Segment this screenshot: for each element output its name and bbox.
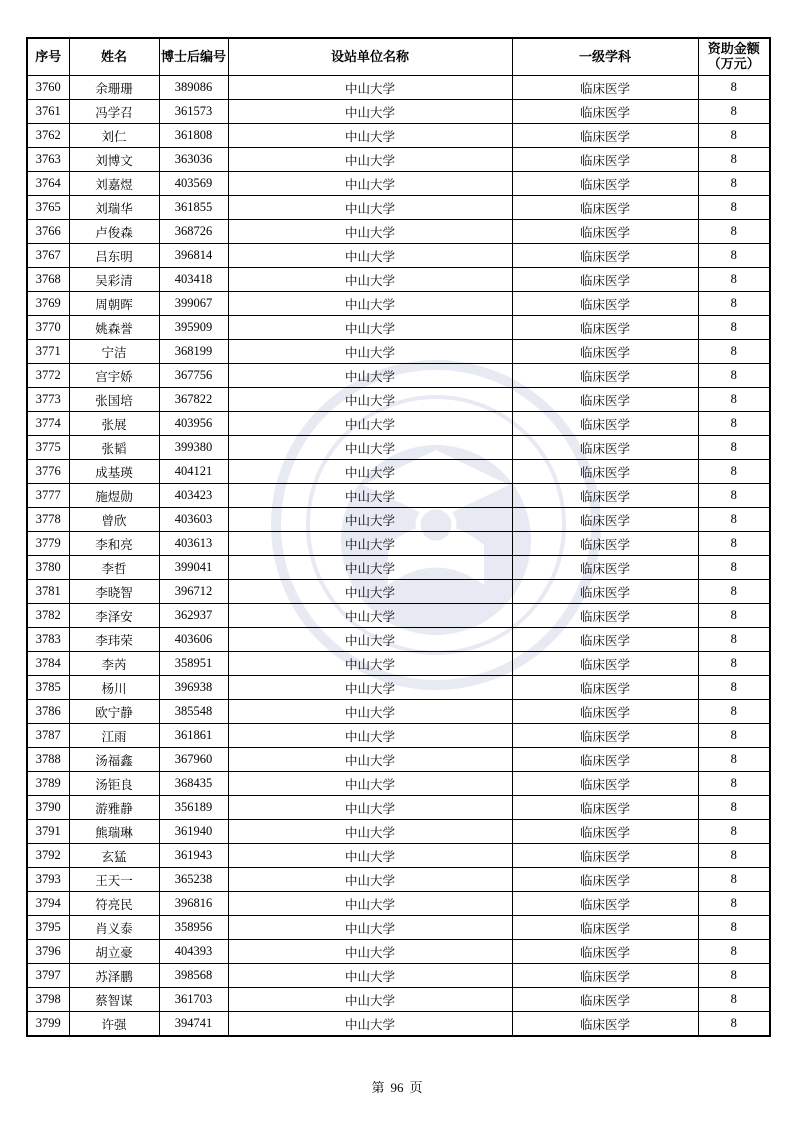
table-row xyxy=(27,748,770,772)
cell-institution: 中山大学 xyxy=(228,940,512,964)
cell-discipline: 临床医学 xyxy=(512,124,698,148)
table-row xyxy=(27,892,770,916)
cell-discipline: 临床医学 xyxy=(512,340,698,364)
header-serial: 序号 xyxy=(27,38,69,76)
cell-postdoc-id: 396814 xyxy=(159,244,228,268)
table-row xyxy=(27,772,770,796)
cell-institution: 中山大学 xyxy=(228,484,512,508)
cell-institution: 中山大学 xyxy=(228,124,512,148)
cell-serial: 3785 xyxy=(27,676,69,700)
cell-postdoc-id: 385548 xyxy=(159,700,228,724)
cell-institution: 中山大学 xyxy=(228,1012,512,1037)
cell-serial: 3787 xyxy=(27,724,69,748)
cell-name: 李玮荣 xyxy=(69,628,159,652)
cell-name: 余珊珊 xyxy=(69,76,159,100)
cell-discipline: 临床医学 xyxy=(512,388,698,412)
cell-postdoc-id: 404393 xyxy=(159,940,228,964)
cell-discipline: 临床医学 xyxy=(512,196,698,220)
cell-amount: 8 xyxy=(698,460,770,484)
cell-serial: 3775 xyxy=(27,436,69,460)
cell-discipline: 临床医学 xyxy=(512,292,698,316)
cell-postdoc-id: 399067 xyxy=(159,292,228,316)
cell-amount: 8 xyxy=(698,124,770,148)
cell-institution: 中山大学 xyxy=(228,148,512,172)
cell-serial: 3788 xyxy=(27,748,69,772)
cell-discipline: 临床医学 xyxy=(512,796,698,820)
cell-discipline: 临床医学 xyxy=(512,436,698,460)
table-row xyxy=(27,916,770,940)
cell-name: 王天一 xyxy=(69,868,159,892)
cell-serial: 3772 xyxy=(27,364,69,388)
table-row xyxy=(27,1012,770,1037)
cell-amount: 8 xyxy=(698,340,770,364)
cell-serial: 3780 xyxy=(27,556,69,580)
table-row xyxy=(27,268,770,292)
cell-discipline: 临床医学 xyxy=(512,940,698,964)
table-row xyxy=(27,868,770,892)
cell-serial: 3789 xyxy=(27,772,69,796)
cell-name: 成基瑛 xyxy=(69,460,159,484)
cell-institution: 中山大学 xyxy=(228,820,512,844)
cell-postdoc-id: 361573 xyxy=(159,100,228,124)
table-row xyxy=(27,388,770,412)
cell-amount: 8 xyxy=(698,748,770,772)
footer-suffix: 页 xyxy=(409,1081,423,1096)
table-row xyxy=(27,700,770,724)
cell-postdoc-id: 368435 xyxy=(159,772,228,796)
cell-discipline: 临床医学 xyxy=(512,412,698,436)
table-row xyxy=(27,316,770,340)
cell-discipline: 临床医学 xyxy=(512,820,698,844)
cell-amount: 8 xyxy=(698,172,770,196)
table-row xyxy=(27,292,770,316)
cell-serial: 3761 xyxy=(27,100,69,124)
cell-postdoc-id: 361861 xyxy=(159,724,228,748)
cell-amount: 8 xyxy=(698,772,770,796)
cell-name: 刘博文 xyxy=(69,148,159,172)
cell-serial: 3769 xyxy=(27,292,69,316)
table-row xyxy=(27,100,770,124)
table-row xyxy=(27,652,770,676)
cell-serial: 3781 xyxy=(27,580,69,604)
cell-name: 卢俊森 xyxy=(69,220,159,244)
table-row xyxy=(27,436,770,460)
cell-name: 江雨 xyxy=(69,724,159,748)
header-name: 姓名 xyxy=(69,38,159,76)
cell-amount: 8 xyxy=(698,412,770,436)
cell-postdoc-id: 403956 xyxy=(159,412,228,436)
cell-amount: 8 xyxy=(698,964,770,988)
cell-name: 李晓智 xyxy=(69,580,159,604)
table-row xyxy=(27,460,770,484)
cell-serial: 3795 xyxy=(27,916,69,940)
cell-name: 熊瑞琳 xyxy=(69,820,159,844)
cell-amount: 8 xyxy=(698,628,770,652)
table-row xyxy=(27,964,770,988)
cell-institution: 中山大学 xyxy=(228,868,512,892)
cell-serial: 3774 xyxy=(27,412,69,436)
table-row xyxy=(27,820,770,844)
cell-amount: 8 xyxy=(698,652,770,676)
table-row xyxy=(27,148,770,172)
cell-name: 许强 xyxy=(69,1012,159,1037)
cell-postdoc-id: 363036 xyxy=(159,148,228,172)
cell-name: 周朝晖 xyxy=(69,292,159,316)
cell-amount: 8 xyxy=(698,700,770,724)
cell-amount: 8 xyxy=(698,868,770,892)
cell-name: 李哲 xyxy=(69,556,159,580)
table-row xyxy=(27,220,770,244)
table-row xyxy=(27,532,770,556)
cell-name: 宁洁 xyxy=(69,340,159,364)
table-row xyxy=(27,844,770,868)
cell-postdoc-id: 356189 xyxy=(159,796,228,820)
cell-amount: 8 xyxy=(698,436,770,460)
cell-serial: 3767 xyxy=(27,244,69,268)
cell-institution: 中山大学 xyxy=(228,676,512,700)
cell-institution: 中山大学 xyxy=(228,796,512,820)
cell-amount: 8 xyxy=(698,556,770,580)
cell-serial: 3794 xyxy=(27,892,69,916)
cell-serial: 3783 xyxy=(27,628,69,652)
cell-serial: 3798 xyxy=(27,988,69,1012)
cell-institution: 中山大学 xyxy=(228,340,512,364)
cell-name: 刘仁 xyxy=(69,124,159,148)
cell-serial: 3790 xyxy=(27,796,69,820)
page-footer xyxy=(0,1077,794,1096)
cell-postdoc-id: 396712 xyxy=(159,580,228,604)
cell-name: 姚森誉 xyxy=(69,316,159,340)
cell-institution: 中山大学 xyxy=(228,316,512,340)
funding-roster-table xyxy=(26,37,771,1037)
cell-discipline: 临床医学 xyxy=(512,316,698,340)
cell-postdoc-id: 362937 xyxy=(159,604,228,628)
table-row xyxy=(27,244,770,268)
cell-postdoc-id: 361940 xyxy=(159,820,228,844)
cell-postdoc-id: 399380 xyxy=(159,436,228,460)
cell-institution: 中山大学 xyxy=(228,196,512,220)
cell-serial: 3778 xyxy=(27,508,69,532)
header-institution: 设站单位名称 xyxy=(228,38,512,76)
cell-discipline: 临床医学 xyxy=(512,964,698,988)
cell-institution: 中山大学 xyxy=(228,412,512,436)
table-header-row xyxy=(27,38,770,76)
cell-institution: 中山大学 xyxy=(228,892,512,916)
cell-name: 苏泽鹏 xyxy=(69,964,159,988)
table-row xyxy=(27,796,770,820)
cell-postdoc-id: 365238 xyxy=(159,868,228,892)
cell-serial: 3771 xyxy=(27,340,69,364)
table-row xyxy=(27,172,770,196)
cell-amount: 8 xyxy=(698,196,770,220)
cell-serial: 3766 xyxy=(27,220,69,244)
cell-amount: 8 xyxy=(698,388,770,412)
cell-institution: 中山大学 xyxy=(228,388,512,412)
cell-postdoc-id: 399041 xyxy=(159,556,228,580)
cell-amount: 8 xyxy=(698,364,770,388)
cell-amount: 8 xyxy=(698,100,770,124)
cell-postdoc-id: 368726 xyxy=(159,220,228,244)
cell-discipline: 临床医学 xyxy=(512,580,698,604)
table-row xyxy=(27,988,770,1012)
cell-postdoc-id: 404121 xyxy=(159,460,228,484)
cell-postdoc-id: 361703 xyxy=(159,988,228,1012)
cell-name: 汤福鑫 xyxy=(69,748,159,772)
cell-institution: 中山大学 xyxy=(228,436,512,460)
cell-institution: 中山大学 xyxy=(228,988,512,1012)
table-row xyxy=(27,940,770,964)
cell-amount: 8 xyxy=(698,988,770,1012)
cell-amount: 8 xyxy=(698,892,770,916)
cell-amount: 8 xyxy=(698,844,770,868)
cell-discipline: 临床医学 xyxy=(512,508,698,532)
cell-amount: 8 xyxy=(698,316,770,340)
cell-postdoc-id: 398568 xyxy=(159,964,228,988)
cell-institution: 中山大学 xyxy=(228,724,512,748)
cell-postdoc-id: 367960 xyxy=(159,748,228,772)
table-row xyxy=(27,196,770,220)
cell-name: 汤钜良 xyxy=(69,772,159,796)
cell-amount: 8 xyxy=(698,604,770,628)
cell-discipline: 临床医学 xyxy=(512,892,698,916)
cell-amount: 8 xyxy=(698,220,770,244)
cell-institution: 中山大学 xyxy=(228,964,512,988)
cell-amount: 8 xyxy=(698,940,770,964)
cell-institution: 中山大学 xyxy=(228,772,512,796)
cell-amount: 8 xyxy=(698,268,770,292)
cell-discipline: 临床医学 xyxy=(512,1012,698,1037)
cell-serial: 3799 xyxy=(27,1012,69,1037)
page-number: 96 xyxy=(390,1080,404,1095)
cell-serial: 3762 xyxy=(27,124,69,148)
cell-postdoc-id: 403418 xyxy=(159,268,228,292)
cell-postdoc-id: 395909 xyxy=(159,316,228,340)
cell-postdoc-id: 403603 xyxy=(159,508,228,532)
cell-amount: 8 xyxy=(698,916,770,940)
cell-institution: 中山大学 xyxy=(228,508,512,532)
cell-postdoc-id: 358956 xyxy=(159,916,228,940)
table-body xyxy=(27,76,770,1037)
cell-serial: 3786 xyxy=(27,700,69,724)
cell-discipline: 临床医学 xyxy=(512,700,698,724)
header-funding-amount: 资助金额（万元） xyxy=(698,38,770,76)
cell-postdoc-id: 403423 xyxy=(159,484,228,508)
cell-postdoc-id: 361808 xyxy=(159,124,228,148)
table-row xyxy=(27,484,770,508)
cell-name: 张韬 xyxy=(69,436,159,460)
cell-discipline: 临床医学 xyxy=(512,460,698,484)
cell-amount: 8 xyxy=(698,244,770,268)
cell-name: 刘瑞华 xyxy=(69,196,159,220)
cell-name: 李芮 xyxy=(69,652,159,676)
cell-postdoc-id: 403613 xyxy=(159,532,228,556)
cell-postdoc-id: 361855 xyxy=(159,196,228,220)
cell-name: 符亮民 xyxy=(69,892,159,916)
cell-institution: 中山大学 xyxy=(228,844,512,868)
cell-institution: 中山大学 xyxy=(228,292,512,316)
cell-institution: 中山大学 xyxy=(228,652,512,676)
cell-discipline: 临床医学 xyxy=(512,484,698,508)
cell-postdoc-id: 394741 xyxy=(159,1012,228,1037)
cell-discipline: 临床医学 xyxy=(512,364,698,388)
cell-discipline: 临床医学 xyxy=(512,148,698,172)
cell-postdoc-id: 403569 xyxy=(159,172,228,196)
cell-serial: 3764 xyxy=(27,172,69,196)
cell-serial: 3765 xyxy=(27,196,69,220)
table-row xyxy=(27,508,770,532)
cell-serial: 3782 xyxy=(27,604,69,628)
cell-postdoc-id: 358951 xyxy=(159,652,228,676)
cell-postdoc-id: 396938 xyxy=(159,676,228,700)
cell-institution: 中山大学 xyxy=(228,556,512,580)
cell-discipline: 临床医学 xyxy=(512,172,698,196)
cell-name: 张国培 xyxy=(69,388,159,412)
cell-name: 蔡智谋 xyxy=(69,988,159,1012)
cell-serial: 3768 xyxy=(27,268,69,292)
cell-postdoc-id: 361943 xyxy=(159,844,228,868)
cell-postdoc-id: 396816 xyxy=(159,892,228,916)
table-row xyxy=(27,724,770,748)
cell-name: 刘嘉煜 xyxy=(69,172,159,196)
cell-discipline: 临床医学 xyxy=(512,844,698,868)
cell-discipline: 临床医学 xyxy=(512,556,698,580)
cell-serial: 3773 xyxy=(27,388,69,412)
cell-name: 欧宁静 xyxy=(69,700,159,724)
cell-amount: 8 xyxy=(698,508,770,532)
cell-serial: 3784 xyxy=(27,652,69,676)
table-row xyxy=(27,364,770,388)
cell-serial: 3763 xyxy=(27,148,69,172)
table-row xyxy=(27,676,770,700)
table-row xyxy=(27,580,770,604)
cell-name: 玄猛 xyxy=(69,844,159,868)
cell-amount: 8 xyxy=(698,1012,770,1037)
cell-institution: 中山大学 xyxy=(228,100,512,124)
cell-institution: 中山大学 xyxy=(228,532,512,556)
cell-institution: 中山大学 xyxy=(228,604,512,628)
cell-discipline: 临床医学 xyxy=(512,604,698,628)
cell-serial: 3791 xyxy=(27,820,69,844)
footer-prefix: 第 xyxy=(371,1081,385,1096)
cell-serial: 3776 xyxy=(27,460,69,484)
cell-name: 吴彩清 xyxy=(69,268,159,292)
table-row xyxy=(27,124,770,148)
cell-discipline: 临床医学 xyxy=(512,244,698,268)
cell-amount: 8 xyxy=(698,796,770,820)
cell-amount: 8 xyxy=(698,820,770,844)
cell-institution: 中山大学 xyxy=(228,580,512,604)
cell-serial: 3777 xyxy=(27,484,69,508)
cell-postdoc-id: 389086 xyxy=(159,76,228,100)
cell-serial: 3760 xyxy=(27,76,69,100)
table-row xyxy=(27,412,770,436)
cell-institution: 中山大学 xyxy=(228,748,512,772)
cell-name: 张展 xyxy=(69,412,159,436)
cell-name: 李泽安 xyxy=(69,604,159,628)
cell-discipline: 临床医学 xyxy=(512,532,698,556)
cell-name: 冯学召 xyxy=(69,100,159,124)
cell-serial: 3779 xyxy=(27,532,69,556)
cell-discipline: 临床医学 xyxy=(512,724,698,748)
cell-amount: 8 xyxy=(698,76,770,100)
cell-name: 李和亮 xyxy=(69,532,159,556)
cell-discipline: 临床医学 xyxy=(512,748,698,772)
cell-postdoc-id: 367822 xyxy=(159,388,228,412)
cell-amount: 8 xyxy=(698,148,770,172)
cell-name: 施煜勋 xyxy=(69,484,159,508)
cell-postdoc-id: 367756 xyxy=(159,364,228,388)
cell-name: 吕东明 xyxy=(69,244,159,268)
cell-amount: 8 xyxy=(698,292,770,316)
cell-discipline: 临床医学 xyxy=(512,628,698,652)
cell-discipline: 临床医学 xyxy=(512,76,698,100)
cell-amount: 8 xyxy=(698,580,770,604)
cell-name: 肖义泰 xyxy=(69,916,159,940)
cell-serial: 3792 xyxy=(27,844,69,868)
cell-discipline: 临床医学 xyxy=(512,676,698,700)
cell-name: 胡立豪 xyxy=(69,940,159,964)
cell-institution: 中山大学 xyxy=(228,916,512,940)
cell-discipline: 临床医学 xyxy=(512,100,698,124)
cell-serial: 3793 xyxy=(27,868,69,892)
header-discipline: 一级学科 xyxy=(512,38,698,76)
cell-institution: 中山大学 xyxy=(228,268,512,292)
cell-serial: 3770 xyxy=(27,316,69,340)
cell-amount: 8 xyxy=(698,676,770,700)
table-row xyxy=(27,76,770,100)
table-row xyxy=(27,628,770,652)
cell-amount: 8 xyxy=(698,532,770,556)
cell-serial: 3796 xyxy=(27,940,69,964)
cell-institution: 中山大学 xyxy=(228,244,512,268)
cell-discipline: 临床医学 xyxy=(512,772,698,796)
cell-institution: 中山大学 xyxy=(228,628,512,652)
cell-institution: 中山大学 xyxy=(228,76,512,100)
cell-postdoc-id: 368199 xyxy=(159,340,228,364)
cell-discipline: 临床医学 xyxy=(512,988,698,1012)
cell-institution: 中山大学 xyxy=(228,172,512,196)
cell-name: 曾欣 xyxy=(69,508,159,532)
table-row xyxy=(27,340,770,364)
cell-institution: 中山大学 xyxy=(228,364,512,388)
cell-postdoc-id: 403606 xyxy=(159,628,228,652)
cell-serial: 3797 xyxy=(27,964,69,988)
header-postdoc-id: 博士后编号 xyxy=(159,38,228,76)
cell-discipline: 临床医学 xyxy=(512,220,698,244)
cell-amount: 8 xyxy=(698,484,770,508)
cell-institution: 中山大学 xyxy=(228,460,512,484)
cell-discipline: 临床医学 xyxy=(512,916,698,940)
cell-discipline: 临床医学 xyxy=(512,652,698,676)
table-row xyxy=(27,604,770,628)
cell-discipline: 临床医学 xyxy=(512,868,698,892)
cell-discipline: 临床医学 xyxy=(512,268,698,292)
table-row xyxy=(27,556,770,580)
cell-institution: 中山大学 xyxy=(228,220,512,244)
cell-amount: 8 xyxy=(698,724,770,748)
cell-name: 游雅静 xyxy=(69,796,159,820)
cell-name: 杨川 xyxy=(69,676,159,700)
cell-name: 宫宇娇 xyxy=(69,364,159,388)
cell-institution: 中山大学 xyxy=(228,700,512,724)
